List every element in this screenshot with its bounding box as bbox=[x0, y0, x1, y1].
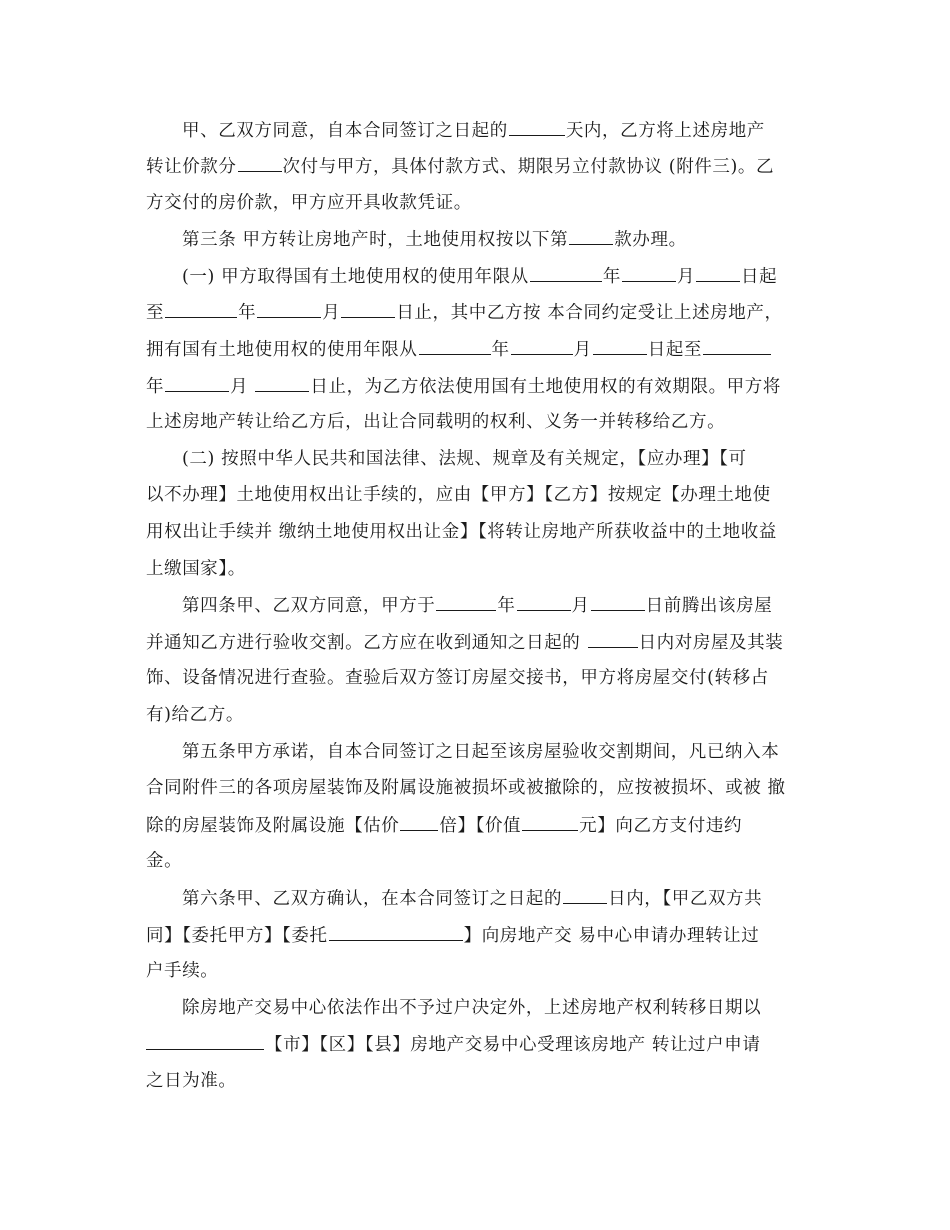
text-segment: 月 bbox=[322, 303, 341, 323]
text-segment: 年 bbox=[146, 377, 165, 397]
item2-line-3 bbox=[146, 520, 777, 544]
text-segment: 用权出让手续并 缴纳土地使用权出让金】【将转让房地产所获收益中的土地收益 bbox=[146, 522, 777, 542]
text-segment: (一) 甲方取得国有土地使用权的使用年限从 bbox=[182, 267, 529, 287]
text-segment: 第四条甲、乙双方同意，甲方于 bbox=[182, 596, 436, 616]
text-segment: (二) 按照中华人民共和国法律、法规、规章及有关规定，【应办理】【可 bbox=[182, 449, 747, 469]
text-segment: 】向房地产交 易中心申请办理转让过 bbox=[463, 926, 760, 946]
text-segment: 除房地产交易中心依法作出不予过户决定外，上述房地产权利转移日期以 bbox=[182, 998, 762, 1018]
text-segment: 日内，【甲乙双方共 bbox=[608, 889, 763, 909]
item2-line-1 bbox=[182, 447, 747, 471]
blank-field bbox=[165, 300, 237, 318]
text-segment: 年 bbox=[238, 303, 257, 323]
text-segment: 上述房地产转让给乙方后，出让合同载明的权利、义务一并转移给乙方。 bbox=[146, 412, 726, 432]
blank-field bbox=[588, 630, 638, 648]
text-segment: 月 bbox=[571, 596, 590, 616]
article6-line-3 bbox=[146, 959, 218, 983]
text-segment: 同】【委托甲方】【委托 bbox=[146, 926, 328, 946]
text-segment: 之日为准。 bbox=[146, 1071, 237, 1091]
article5-line-4 bbox=[146, 849, 182, 873]
text-segment: 第五条甲方承诺，自本合同签订之日起至该房屋验收交割期间，凡已纳入本 bbox=[182, 742, 780, 762]
text-segment: 有)给乙方。 bbox=[146, 705, 244, 725]
article4-line-2 bbox=[146, 630, 783, 655]
item1-line-2 bbox=[146, 300, 783, 325]
article3-line-1 bbox=[182, 227, 687, 252]
text-segment: 日起 bbox=[741, 267, 778, 287]
text-segment: 饰、设备情况进行查验。查验后双方签订房屋交接书，甲方将房屋交付(转移占 bbox=[146, 668, 769, 688]
text-segment: 日前腾出该房屋 bbox=[645, 596, 773, 616]
blank-field bbox=[696, 264, 740, 282]
article5-line-3 bbox=[146, 813, 742, 838]
text-segment: 年 bbox=[497, 596, 516, 616]
text-segment: 转让价款分 bbox=[146, 157, 237, 177]
text-segment: 并通知乙方进行验收交割。乙方应在收到通知之日起的 bbox=[146, 633, 587, 653]
item1-line-4 bbox=[146, 374, 781, 399]
blank-field bbox=[530, 264, 602, 282]
blank-field bbox=[591, 593, 645, 611]
article6-line-2 bbox=[146, 923, 759, 948]
item1-line-5 bbox=[146, 410, 725, 434]
text-segment: 月 bbox=[230, 377, 255, 397]
text-segment: 年 bbox=[602, 267, 621, 287]
blank-field bbox=[400, 813, 438, 831]
text-segment: 第三条 甲方转让房地产时，土地使用权按以下第 bbox=[182, 230, 569, 250]
blank-field bbox=[255, 374, 309, 392]
text-segment: 日止，为乙方依法使用国有土地使用权的有效期限。甲方将 bbox=[310, 377, 781, 397]
text-segment: 【市】【区】【县】房地产交易中心受理该房地产 转让过户申请 bbox=[265, 1035, 761, 1055]
item1-line-3 bbox=[146, 337, 772, 362]
text-segment: 方交付的房价款，甲方应开具收款凭证。 bbox=[146, 193, 472, 213]
text-segment: 日起至 bbox=[647, 340, 703, 360]
blank-field bbox=[419, 337, 491, 355]
text-segment: 上缴国家】。 bbox=[146, 559, 246, 579]
text-segment: 第六条甲、乙双方确认，在本合同签订之日起的 bbox=[182, 889, 563, 909]
blank-field bbox=[509, 118, 565, 136]
item2-line-2 bbox=[146, 483, 771, 507]
blank-field bbox=[511, 337, 573, 355]
text-segment: 年 bbox=[491, 340, 510, 360]
blank-field bbox=[593, 337, 647, 355]
article5-line-2 bbox=[146, 776, 786, 800]
text-segment: 户手续。 bbox=[146, 961, 219, 981]
blank-field bbox=[146, 1032, 264, 1050]
blank-field bbox=[238, 154, 282, 172]
article4-line-4 bbox=[146, 703, 244, 727]
blank-field bbox=[703, 337, 771, 355]
text-segment: 月 bbox=[573, 340, 592, 360]
text-segment: 日内对房屋及其装 bbox=[638, 633, 784, 653]
article4-line-1 bbox=[182, 593, 772, 618]
transfer-line-1 bbox=[182, 996, 761, 1020]
blank-field bbox=[436, 593, 496, 611]
blank-field bbox=[329, 923, 463, 941]
text-segment: 金。 bbox=[146, 851, 183, 871]
blank-field bbox=[522, 813, 578, 831]
article4-line-3 bbox=[146, 666, 769, 690]
text-segment: 甲、乙双方同意，自本合同签订之日起的 bbox=[182, 121, 508, 141]
text-segment: 天内，乙方将上述房地产 bbox=[565, 121, 765, 141]
blank-field bbox=[341, 300, 395, 318]
blank-field bbox=[563, 886, 607, 904]
text-segment: 日止，其中乙方按 本合同约定受让上述房地产， bbox=[396, 303, 783, 323]
text-segment: 除的房屋装饰及附属设施【估价 bbox=[146, 816, 400, 836]
text-segment: 合同附件三的各项房屋装饰及附属设施被损坏或被撤除的，应按被损坏、或被 撤 bbox=[146, 778, 786, 798]
transfer-line-3 bbox=[146, 1069, 237, 1093]
item2-line-4 bbox=[146, 557, 246, 581]
transfer-line-2 bbox=[146, 1032, 760, 1057]
text-segment: 元】向乙方支付违约 bbox=[579, 816, 743, 836]
payment-line-3 bbox=[146, 191, 472, 215]
blank-field bbox=[257, 300, 321, 318]
blank-field bbox=[165, 374, 229, 392]
payment-line-1 bbox=[182, 118, 765, 143]
payment-line-2 bbox=[146, 154, 774, 179]
item1-line-1 bbox=[182, 264, 777, 289]
text-segment: 倍】【价值 bbox=[439, 816, 522, 836]
text-segment: 拥有国有土地使用权的使用年限从 bbox=[146, 340, 418, 360]
text-segment: 至 bbox=[146, 303, 165, 323]
text-segment: 以不办理】土地使用权出让手续的，应由【甲方】【乙方】按规定【办理土地使 bbox=[146, 485, 771, 505]
blank-field bbox=[622, 264, 676, 282]
article5-line-1 bbox=[182, 740, 779, 764]
article6-line-1 bbox=[182, 886, 762, 911]
text-segment: 月 bbox=[676, 267, 696, 287]
blank-field bbox=[517, 593, 571, 611]
blank-field bbox=[569, 227, 613, 245]
text-segment: 次付与甲方，具体付款方式、期限另立付款协议 (附件三)。乙 bbox=[282, 157, 775, 177]
text-segment: 款办理。 bbox=[614, 230, 687, 250]
